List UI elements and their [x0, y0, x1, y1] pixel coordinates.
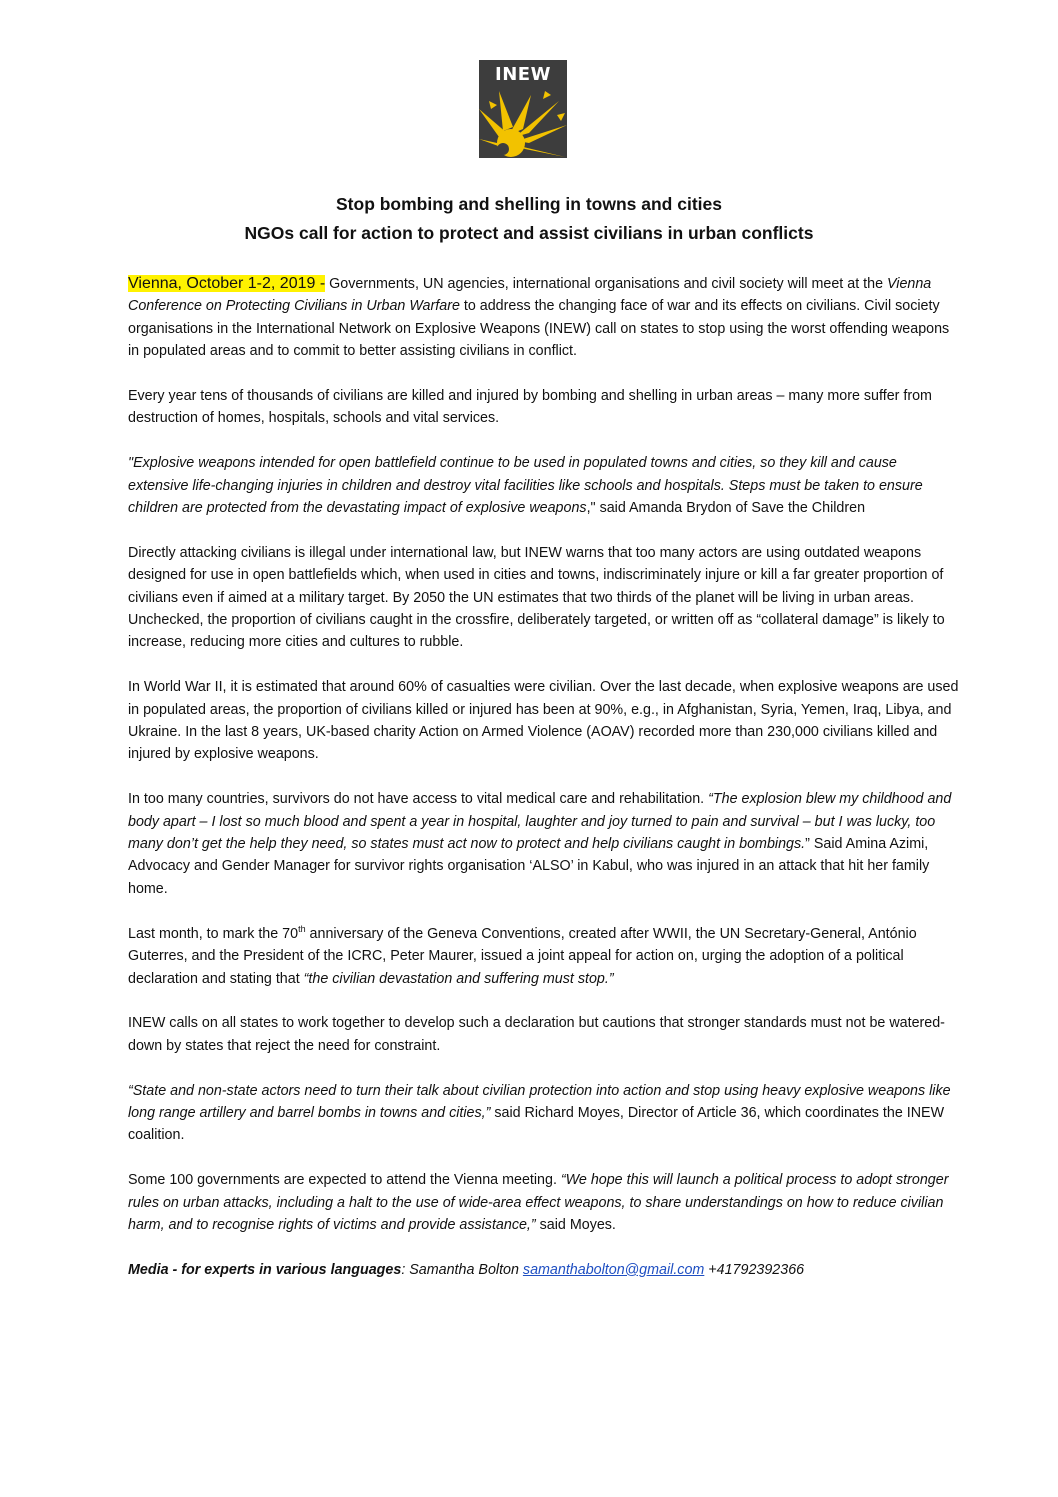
dateline-highlight: Vienna, October 1-2, 2019 - — [128, 275, 326, 292]
logo-text: INEW — [495, 64, 551, 85]
quote-moyes-1: “State and non-state actors need to turn their talk about civilian protection into action and stop using heavy explosive weapons like long range artillery and barrel bombs in towns and cities,” — [128, 1082, 951, 1121]
paragraph-casualties: Every year tens of thousands of civilians are killed and injured by bombing and shelling in urban areas – many more suffer from destruction of homes, hospitals, schools and vital services. — [128, 388, 932, 427]
media-label: Media - for experts in various languages — [128, 1261, 402, 1278]
title-line-1: Stop bombing and shelling in towns and cities — [336, 194, 722, 214]
quote-moyes-2: “We hope this will launch a political process to adopt stronger rules on urban attacks, including a halt to the use of wide-area effect weapons, to share understandings on how to reduce civilian harm, and to recognise rights of victims and provide assistance,” — [128, 1172, 949, 1233]
paragraph-quote-save-the-children: "Explosive weapons intended for open battlefield continue to be used in populated towns and cities, so they kill and cause extensive life-changing injuries in children and destroy vital facilities like schools and hospitals. Steps must be taken to ensure children are protected from the devastating impact of explosive weapons," said Amanda Brydon of Save the Children — [128, 455, 923, 517]
phone-number: +41792392366 — [704, 1261, 805, 1278]
headline-block — [0, 190, 1058, 248]
paragraph-intro: Vienna, October 1-2, 2019 - Governments, UN agencies, international organisations and civil society will meet at the Vienna Conference on Protecting Civilians in Urban Warfare to address the changing face of war and its effects on civilians. Civil society organisations in the International Network on Explosive Weapons (INEW) call on states to stop using the worst offending weapons in populated areas and to commit to better assisting civilians in conflict. — [128, 275, 950, 360]
title-line-2: NGOs call for action to protect and assist civilians in urban conflicts — [244, 223, 814, 243]
quote-azimi: “The explosion blew my childhood and body apart – I lost so much blood and spent a year in hospital, laughter and joy turned to pain and survival – but I was lucky, too many don’t get the help they need, so states must act now to protect and help civilians caught in bombings. — [128, 791, 952, 853]
paragraph-declaration: INEW calls on all states to work together to develop such a declaration but cautions that stronger standards must not be watered-down by states that reject the need for constraint. — [128, 1015, 945, 1054]
press-release-body — [128, 273, 960, 1304]
quote-brydon: "Explosive weapons intended for open battlefield continue to be used in populated towns and cities, so they kill and cause extensive life-changing injuries in children and destroy vital facilities like schools and hospitals. Steps must be taken to ensure children are protected from the devastating impact of explosive weapons — [128, 455, 923, 517]
email-link[interactable]: samanthabolton@gmail.com — [522, 1261, 705, 1278]
quote-joint-appeal: “the civilian devastation and suffering must stop.” — [303, 970, 614, 987]
explosion-burst-icon — [479, 87, 567, 158]
paragraph-statistics: In World War II, it is estimated that around 60% of casualties were civilian. Over the last decade, when explosive weapons are used in populated areas, the proportion of civilians killed or injured has been at 90%, e.g., in Afghanistan, Syria, Yemen, Iraq, Libya, and Ukraine. In the last 8 years, UK-based charity Action on Armed Violence (AOAV) recorded more than 230,000 civilians killed and injured by explosive weapons. — [128, 679, 959, 763]
conference-name: Vienna Conference on Protecting Civilians in Urban Warfare — [128, 276, 932, 315]
paragraph-international-law: Directly attacking civilians is illegal under international law, but INEW warns that too many actors are using outdated weapons designed for use in open battlefields which, when used in cities and towns, indiscriminately injure or kill a far greater proportion of civilians even if aimed at a military target. By 2050 the UN estimates that two thirds of the planet will be living in urban areas. Unchecked, the proportion of civilians caught in the crossfire, deliberately targeted, or written off as “collateral damage” is likely to increase, reducing more cities and cultures to rubble. — [128, 544, 945, 651]
inew-logo — [479, 60, 567, 158]
paragraph-vienna-meeting: Some 100 governments are expected to attend the Vienna meeting. “We hope this will launch a political process to adopt stronger rules on urban attacks, including a halt to the use of wide-area effect weapons, to share understandings on how to reduce civilian harm, and to recognise rights of victims and provide assistance,” said Moyes. — [128, 1172, 949, 1233]
media-contact: Media - for experts in various languages: Samantha Bolton samanthabolton@gmail.com +41792392366 — [128, 1261, 805, 1278]
paragraph-survivors: In too many countries, survivors do not have access to vital medical care and rehabilitation. “The explosion blew my childhood and body apart – I lost so much blood and spent a year in hospital, laughter and joy turned to pain and survival – but I was lucky, too many don’t get the help they need, so states must act now to protect and help civilians caught in bombings.” Said Amina Azimi, Advocacy and Gender Manager for survivor rights organisation ‘ALSO’ in Kabul, who was injured in an attack that hit her family home. — [128, 791, 952, 897]
paragraph-quote-moyes: “State and non-state actors need to turn their talk about civilian protection into action and stop using heavy explosive weapons like long range artillery and barrel bombs in towns and cities,” said Richard Moyes, Director of Article 36, which coordinates the INEW coalition. — [128, 1082, 951, 1144]
paragraph-geneva: Last month, to mark the 70th anniversary of the Geneva Conventions, created after WWII, the UN Secretary-General, António Guterres, and the President of the ICRC, Peter Maurer, issued a joint appeal for action on, urging the adoption of a political declaration and stating that “the civilian devastation and suffering must stop.” — [128, 923, 917, 987]
